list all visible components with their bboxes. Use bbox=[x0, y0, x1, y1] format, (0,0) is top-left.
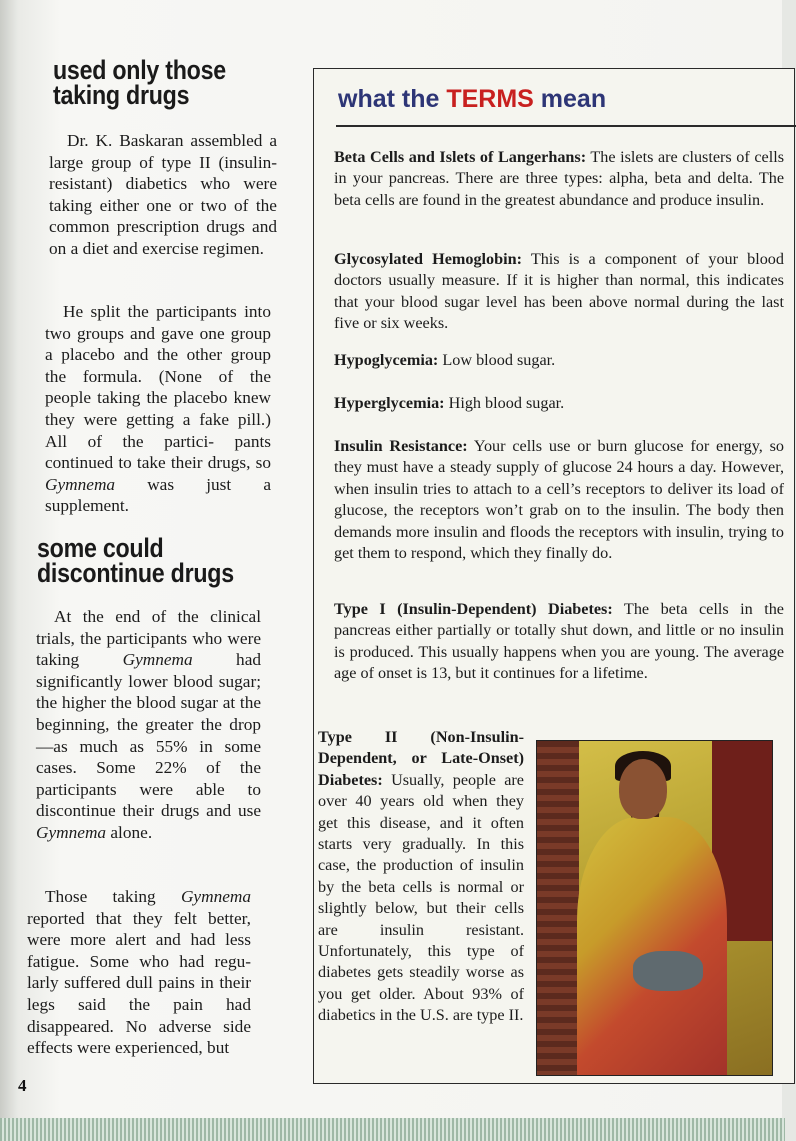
section-heading-used-only: used only those taking drugs bbox=[53, 55, 226, 110]
term-glycosylated-hemoglobin: Glycosylated Hemoglobin: This is a component of your blood doctors usually measure. If it is higher than normal, this indicates that your blood sugar level has been above normal during the last five or six weeks. bbox=[334, 250, 784, 333]
terms-box-title: what the TERMS mean bbox=[338, 85, 607, 113]
photo-backdrop-left bbox=[537, 741, 579, 1075]
photo-sari-figure bbox=[577, 817, 727, 1075]
term-type-2-diabetes: Type II (Non-Insulin-Dependent, or Late-Onset) Diabetes: Usually, people are over 40 years old when they get this disease, and it often starts very gradually. In this case, the production of insulin by the beta cells is normal or slightly below, but their cells are insulin resistant. Unfortunately, this type of diabetes gets steadily worse as you get older. About 93% of diabetics in the U.S. are type II. bbox=[318, 728, 525, 1025]
terms-sidebar-box bbox=[313, 68, 795, 1084]
term-hypoglycemia: Hypoglycemia: Low blood sugar. bbox=[334, 351, 556, 369]
title-divider bbox=[336, 125, 796, 127]
photo-hands bbox=[633, 951, 703, 991]
page-number: 4 bbox=[18, 1076, 27, 1095]
section-heading-discontinue: some could discontinue drugs bbox=[37, 533, 234, 588]
paragraph-felt-better: Those taking Gymnema reported that they felt better, were more alert and had less fatigue. Some who had regu- larly suffered dull pains in their legs said the pain had disappeared. No adverse side effects were experienced, but bbox=[27, 887, 251, 1058]
term-beta-cells: Beta Cells and Islets of Langerhans: The islets are clusters of cells in your pancreas. There are three types: alpha, beta and delta. The beta cells are found in the greatest abundance and produce insulin. bbox=[334, 148, 785, 209]
term-hyperglycemia: Hyperglycemia: High blood sugar. bbox=[334, 394, 565, 412]
woman-in-sari-photo bbox=[536, 740, 773, 1076]
paragraph-clinical-trials: At the end of the clinical trials, the participants who were taking Gymnema had significantly lower blood sugar; the higher the blood sugar at the beginning, the greater the drop—as much as 55% in some cases. Some 22% of the participants were able to discontinue their drugs and use Gymnema alone. bbox=[36, 607, 262, 842]
scan-edge-strip bbox=[0, 1118, 785, 1141]
term-type-1-diabetes: Type I (Insulin-Dependent) Diabetes: The beta cells in the pancreas either partially or totally shut down, and little or no insulin is produced. This usually happens when you are young. The average age of onset is 13, but it continues for a lifetime. bbox=[334, 600, 785, 683]
photo-face bbox=[619, 759, 667, 819]
term-insulin-resistance: Insulin Resistance: Your cells use or burn glucose for energy, so they must have a steady supply of glucose 24 hours a day. However, when insulin tries to attach to a cell’s receptors to deliver its load of glucose, the receptors won’t grab on to the insulin. The body then demands more insulin and floods the receptors with insulin, trying to get them to respond, which they finally do. bbox=[334, 437, 785, 563]
paragraph-baskaran: Dr. K. Baskaran assembled a large group of type II (insulin-resistant) diabetics who were taking either one or two of the common prescription drugs and on a diet and exercise regimen. bbox=[49, 131, 278, 258]
paragraph-placebo: He split the participants into two groups and gave one group a placebo and the other group the formula. (None of the people taking the placebo knew they were getting a fake pill.) All of the partici- pants continued to take their drugs, so Gymnema was just a supplement. bbox=[45, 302, 271, 516]
